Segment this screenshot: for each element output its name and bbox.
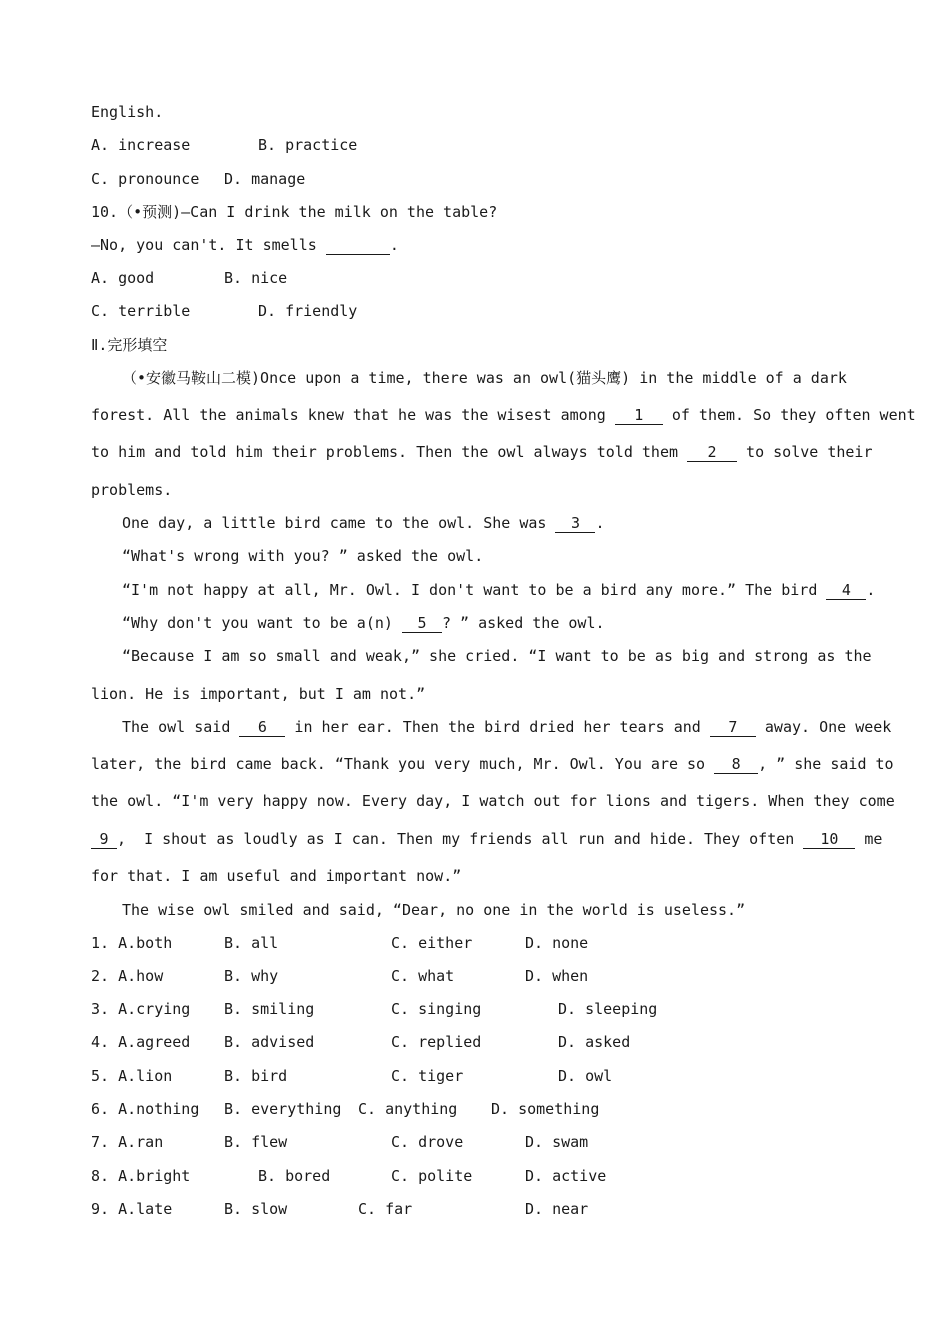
passage-line: The wise owl smiled and said, “Dear, no one in the world is useless.”: [122, 901, 746, 919]
q10-answer-suffix: .: [389, 236, 399, 254]
option-row: [91, 966, 861, 986]
option-c: C. either: [391, 934, 473, 952]
option-c: C. tiger: [391, 1067, 464, 1085]
q10-answer-prefix: —No, you can't. It smells: [91, 236, 326, 254]
option-d: D. active: [525, 1167, 607, 1185]
option-row: [91, 1199, 861, 1219]
passage-text: later, the bird came back. “Thank you very much, Mr. Owl. You are so: [91, 755, 715, 773]
blank-3: 3: [555, 514, 595, 533]
passage-text: , I shout as loudly as I can. Then my friends all run and hide. They often: [117, 830, 804, 848]
option-b: B. why: [224, 967, 279, 985]
q9-option-a: A. increase: [91, 136, 191, 154]
passage-line: [122, 613, 605, 633]
option-a: 1. A.both: [91, 934, 173, 952]
option-row: [91, 1066, 861, 1086]
option-b: B. bird: [224, 1067, 288, 1085]
option-d: D. swam: [525, 1133, 589, 1151]
passage-text: to solve their: [737, 443, 873, 461]
passage-text: to him and told him their problems. Then the owl always told them: [91, 443, 688, 461]
option-row: [91, 999, 861, 1019]
option-d: D. owl: [558, 1067, 613, 1085]
section-heading: Ⅱ.完形填空: [91, 336, 168, 354]
passage-line: [91, 405, 916, 425]
option-c: C. what: [391, 967, 455, 985]
passage-line: problems.: [91, 481, 173, 499]
blank-2: 2: [687, 443, 737, 462]
option-b: B. all: [224, 934, 279, 952]
passage-line: [122, 580, 875, 600]
option-d: D. asked: [558, 1033, 631, 1051]
passage-line: [122, 717, 891, 737]
option-row: [91, 933, 861, 953]
option-c: C. replied: [391, 1033, 482, 1051]
option-a: 5. A.lion: [91, 1067, 173, 1085]
q10-blank: [326, 236, 390, 255]
passage-line: for that. I am useful and important now.”: [91, 867, 462, 885]
blank-6: 6: [239, 718, 285, 737]
option-a: 2. A.how: [91, 967, 164, 985]
option-d: D. when: [525, 967, 589, 985]
passage-line: [122, 513, 605, 533]
option-b: B. flew: [224, 1133, 288, 1151]
q10-prompt: 10.（•预测)—Can I drink the milk on the table?: [91, 203, 498, 221]
option-a: 9. A.late: [91, 1200, 173, 1218]
q9-option-b: B. practice: [258, 136, 358, 154]
q10-option-d: D. friendly: [258, 302, 358, 320]
option-row: [91, 1166, 861, 1186]
blank-8: 8: [714, 755, 758, 774]
option-c: C. anything: [358, 1100, 458, 1118]
option-a: 3. A.crying: [91, 1000, 191, 1018]
q10-answer-line: [91, 235, 399, 255]
option-a: 7. A.ran: [91, 1133, 164, 1151]
option-b: B. advised: [224, 1033, 315, 1051]
passage-text: forest. All the animals knew that he was the wisest among: [91, 406, 615, 424]
q9-stem-tail: English.: [91, 103, 164, 121]
passage-text: .: [866, 581, 876, 599]
q9-option-d: D. manage: [224, 170, 306, 188]
option-b: B. slow: [224, 1200, 288, 1218]
passage-text: in her ear. Then the bird dried her tears and: [285, 718, 710, 736]
passage-line: “What's wrong with you? ” asked the owl.: [122, 547, 484, 565]
option-c: C. far: [358, 1200, 413, 1218]
option-row: [91, 1032, 861, 1052]
blank-7: 7: [710, 718, 756, 737]
passage-line: （•安徽马鞍山二模)Once upon a time, there was an owl(猫头鹰) in the middle of a dark: [122, 369, 847, 387]
option-d: D. near: [525, 1200, 589, 1218]
blank-10: 10: [803, 830, 855, 849]
passage-text: The owl said: [122, 718, 240, 736]
passage-line: [91, 442, 873, 462]
option-row: [91, 1132, 861, 1152]
option-c: C. singing: [391, 1000, 482, 1018]
option-b: B. everything: [224, 1100, 342, 1118]
passage-text: “Why don't you want to be a(n): [122, 614, 402, 632]
passage-line: [91, 754, 894, 774]
passage-text: One day, a little bird came to the owl. She was: [122, 514, 556, 532]
passage-line: [91, 829, 882, 849]
option-a: 8. A.bright: [91, 1167, 191, 1185]
option-c: C. polite: [391, 1167, 473, 1185]
passage-text: , ” she said to: [758, 755, 894, 773]
option-row: [91, 1099, 861, 1119]
passage-line: “Because I am so small and weak,” she cried. “I want to be as big and strong as the: [122, 647, 872, 665]
q10-option-c: C. terrible: [91, 302, 191, 320]
passage-line: the owl. “I'm very happy now. Every day, I watch out for lions and tigers. When they come: [91, 792, 895, 810]
option-b: B. smiling: [224, 1000, 315, 1018]
q9-option-c: C. pronounce: [91, 170, 200, 188]
blank-5: 5: [402, 614, 442, 633]
passage-text: of them. So they often went: [662, 406, 916, 424]
q10-option-b: B. nice: [224, 269, 288, 287]
option-d: D. something: [491, 1100, 600, 1118]
blank-1: 1: [615, 406, 663, 425]
option-d: D. sleeping: [558, 1000, 658, 1018]
option-b: B. bored: [258, 1167, 331, 1185]
q10-option-a: A. good: [91, 269, 155, 287]
passage-text: away. One week: [755, 718, 892, 736]
passage-text: ? ” asked the owl.: [441, 614, 605, 632]
blank-4: 4: [826, 581, 866, 600]
passage-text: me: [855, 830, 883, 848]
passage-text: “I'm not happy at all, Mr. Owl. I don't want to be a bird any more.” The bird: [122, 581, 827, 599]
passage-line: lion. He is important, but I am not.”: [91, 685, 426, 703]
option-d: D. none: [525, 934, 589, 952]
option-a: 6. A.nothing: [91, 1100, 200, 1118]
blank-9: 9: [91, 830, 117, 849]
option-c: C. drove: [391, 1133, 464, 1151]
passage-text: .: [595, 514, 605, 532]
option-a: 4. A.agreed: [91, 1033, 191, 1051]
